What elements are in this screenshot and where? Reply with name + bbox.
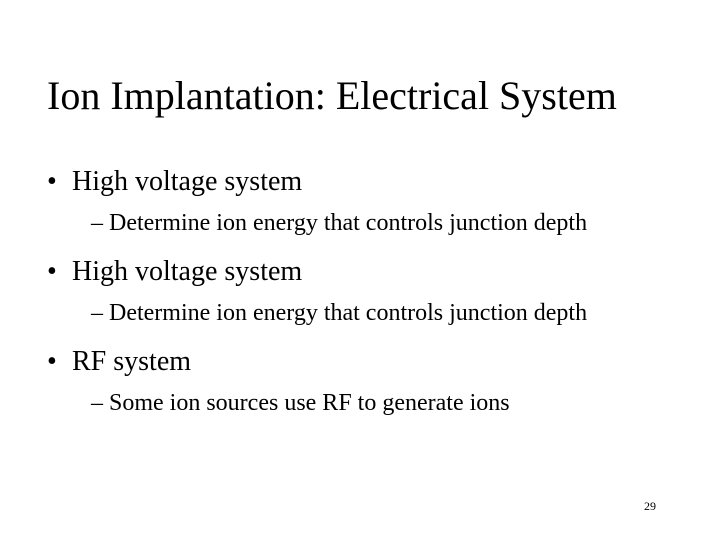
bullet-text: High voltage system (72, 166, 303, 197)
sub-bullet-text: Some ion sources use RF to generate ions (109, 390, 510, 416)
bullet-marker: • (47, 166, 57, 197)
sub-bullet-item (47, 384, 687, 422)
bullet-text: High voltage system (72, 256, 303, 287)
bullet-item (47, 340, 687, 384)
sub-bullet-text: Determine ion energy that controls junction depth (109, 300, 588, 326)
page-number: 29 (644, 499, 656, 513)
sub-bullet-item (47, 294, 687, 332)
bullet-list (47, 160, 687, 430)
sub-bullet-item (47, 204, 687, 242)
bullet-text: RF system (72, 346, 192, 377)
sub-bullet-text: Determine ion energy that controls junction depth (109, 210, 588, 236)
slide-title: Ion Implantation: Electrical System (47, 73, 617, 118)
bullet-item (47, 250, 687, 294)
bullet-item (47, 160, 687, 204)
bullet-marker: • (47, 256, 57, 287)
sub-bullet-marker: – (91, 300, 103, 326)
bullet-marker: • (47, 346, 57, 377)
sub-bullet-marker: – (91, 210, 103, 236)
sub-bullet-marker: – (91, 390, 103, 416)
